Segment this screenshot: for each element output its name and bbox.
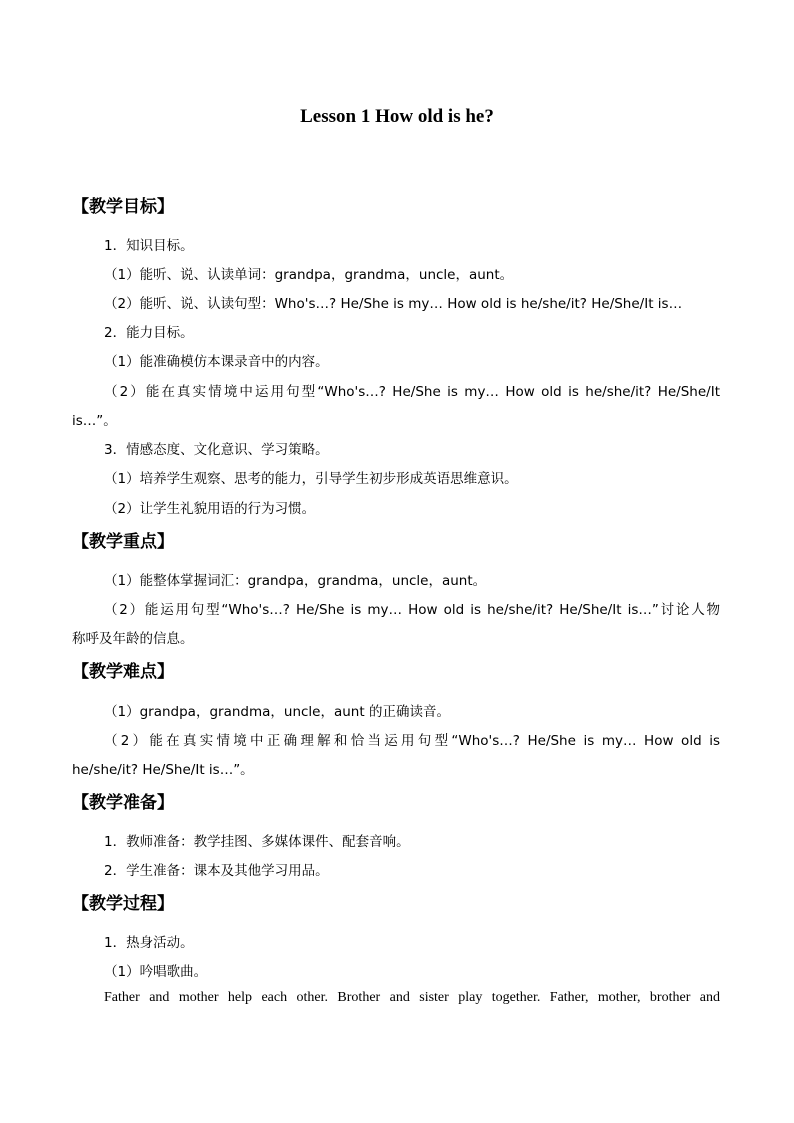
process-line-2: （1）吟唱歌曲。 xyxy=(104,964,208,980)
goals-line-3: （2）能听、说、认读句型：Who's…? He/She is my… How old is he/she/it? He/She/It is… xyxy=(104,296,683,312)
section-heading-prep: 【教学准备】 xyxy=(72,793,174,813)
process-line-3: Father and mother help each other. Brother and sister play together. Father, mother, brother and xyxy=(104,990,720,1005)
goals-line-5: （1）能准确模仿本课录音中的内容。 xyxy=(104,354,329,370)
goals-line-7: is…”。 xyxy=(72,413,117,429)
key-line-3: 称呼及年龄的信息。 xyxy=(72,631,194,647)
goals-line-9: （1）培养学生观察、思考的能力，引导学生初步形成英语思维意识。 xyxy=(104,471,518,487)
goals-line-2: （1）能听、说、认读单词：grandpa，grandma，uncle，aunt。 xyxy=(104,267,514,283)
section-heading-key: 【教学重点】 xyxy=(72,532,174,552)
goals-line-4: 2．能力目标。 xyxy=(104,325,194,341)
section-heading-difficult: 【教学难点】 xyxy=(72,662,174,682)
goals-line-10: （2）让学生礼貌用语的行为习惯。 xyxy=(104,501,316,517)
goals-line-1: 1．知识目标。 xyxy=(104,238,194,254)
difficult-line-3: he/she/it? He/She/It is…”。 xyxy=(72,762,254,778)
goals-line-6: （2）能在真实情境中运用句型“Who's…? He/She is my… How old is he/she/it? He/She/It xyxy=(104,384,720,400)
prep-line-2: 2．学生准备：课本及其他学习用品。 xyxy=(104,863,329,879)
process-line-1: 1．热身活动。 xyxy=(104,935,194,951)
goals-line-8: 3．情感态度、文化意识、学习策略。 xyxy=(104,442,329,458)
difficult-line-1: （1）grandpa，grandma，uncle，aunt 的正确读音。 xyxy=(104,704,450,720)
difficult-line-2: （2）能在真实情境中正确理解和恰当运用句型“Who's…? He/She is my… How old is xyxy=(104,733,720,749)
key-line-2: （2）能运用句型“Who's…? He/She is my… How old is he/she/it? He/She/It is…”讨论人物 xyxy=(104,602,720,618)
key-line-1: （1）能整体掌握词汇：grandpa，grandma，uncle，aunt。 xyxy=(104,573,487,589)
section-heading-process: 【教学过程】 xyxy=(72,894,174,914)
section-heading-goals: 【教学目标】 xyxy=(72,197,174,217)
page-title: Lesson 1 How old is he? xyxy=(300,106,494,127)
prep-line-1: 1．教师准备：教学挂图、多媒体课件、配套音响。 xyxy=(104,834,410,850)
